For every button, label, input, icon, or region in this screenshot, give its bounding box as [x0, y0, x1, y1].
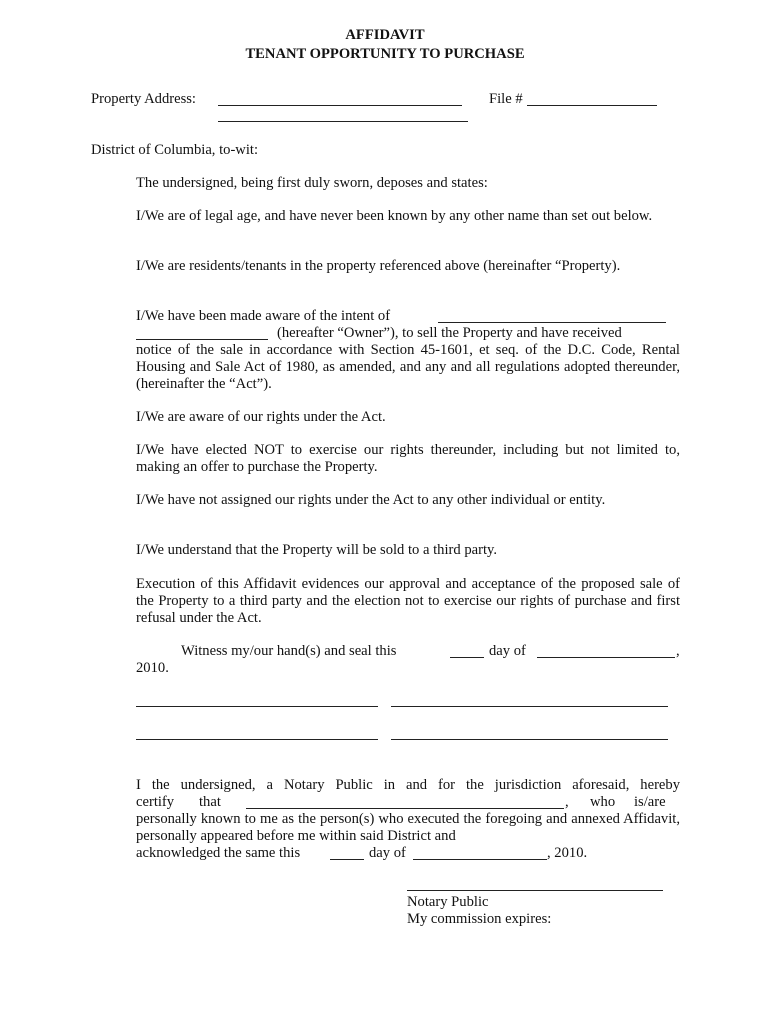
paragraph-understand: I/We understand that the Property will be sold to a third party.: [136, 542, 498, 558]
commission-expires-label: My commission expires:: [407, 911, 552, 927]
notary-day-field[interactable]: [330, 859, 364, 860]
notary-text-f: , 2010.: [547, 845, 588, 861]
property-address-field-line1[interactable]: [218, 105, 462, 106]
district-line: District of Columbia, to-wit:: [91, 142, 259, 158]
file-number-label: File #: [489, 91, 523, 107]
paragraph-residents: I/We are residents/tenants in the property referenced above (hereinafter “Property).: [136, 258, 621, 274]
notary-public-label: Notary Public: [407, 894, 489, 910]
notary-text-c: personally known to me as the person(s) who executed the foregoing and annexed Affidavit, personally appeared before me within said District and: [136, 811, 680, 844]
notary-person-field[interactable]: [246, 808, 564, 809]
notary-text-d: acknowledged the same this: [136, 845, 301, 861]
signature-line-1[interactable]: [136, 706, 378, 707]
paragraph-legal-age: I/We are of legal age, and have never been known by any other name than set out below.: [136, 208, 653, 224]
paragraph-elected: I/We have elected NOT to exercise our rights thereunder, including but not limited to, making an offer to purchase the Property.: [136, 442, 680, 475]
paragraph-sworn: The undersigned, being first duly sworn, deposes and states:: [136, 175, 488, 191]
notary-text-a: I the undersigned, a Notary Public in and for the jurisdiction aforesaid, hereby: [136, 777, 680, 793]
signature-line-2[interactable]: [136, 739, 378, 740]
witness-day-field[interactable]: [450, 657, 484, 658]
property-address-label: Property Address:: [91, 91, 196, 107]
witness-text-b: day of: [489, 643, 526, 659]
intent-text-rest: notice of the sale in accordance with Section 45-1601, et seq. of the D.C. Code, Rental Housing and Sale Act of 1980, as amended, and any and all regulations adopted thereunder, (hereinafter the “Act”).: [136, 342, 680, 392]
witness-year: 2010.: [136, 660, 169, 676]
notary-isare-word: is/are: [634, 794, 666, 810]
document-title: AFFIDAVIT: [345, 27, 425, 43]
notary-text-e: day of: [369, 845, 406, 861]
owner-field[interactable]: [136, 339, 268, 340]
document-subtitle: TENANT OPPORTUNITY TO PURCHASE: [245, 46, 525, 62]
notary-month-field[interactable]: [413, 859, 547, 860]
notary-that-word: that: [199, 794, 221, 810]
intent-text-owner: (hereafter “Owner”), to sell the Property and have received: [277, 325, 622, 341]
printed-name-line-1[interactable]: [391, 706, 668, 707]
witness-text-a: Witness my/our hand(s) and seal this: [181, 643, 397, 659]
paragraph-aware: I/We are aware of our rights under the Act.: [136, 409, 386, 425]
intent-of-field[interactable]: [438, 322, 666, 323]
notary-signature-line[interactable]: [407, 890, 663, 891]
paragraph-execution: Execution of this Affidavit evidences our approval and acceptance of the proposed sale of the Property to a third party and the election not to exercise our rights of purchase and first refusal under the Act.: [136, 576, 680, 626]
property-address-field-line2[interactable]: [218, 121, 468, 122]
printed-name-line-2[interactable]: [391, 739, 668, 740]
witness-month-field[interactable]: [537, 657, 675, 658]
file-number-field[interactable]: [527, 105, 657, 106]
notary-comma: ,: [565, 794, 569, 810]
notary-certify-word: certify: [136, 794, 175, 810]
notary-who-word: who: [590, 794, 616, 810]
intent-text-start: I/We have been made aware of the intent of: [136, 308, 391, 324]
paragraph-not-assigned: I/We have not assigned our rights under the Act to any other individual or entity.: [136, 492, 606, 508]
witness-comma: ,: [676, 643, 680, 659]
